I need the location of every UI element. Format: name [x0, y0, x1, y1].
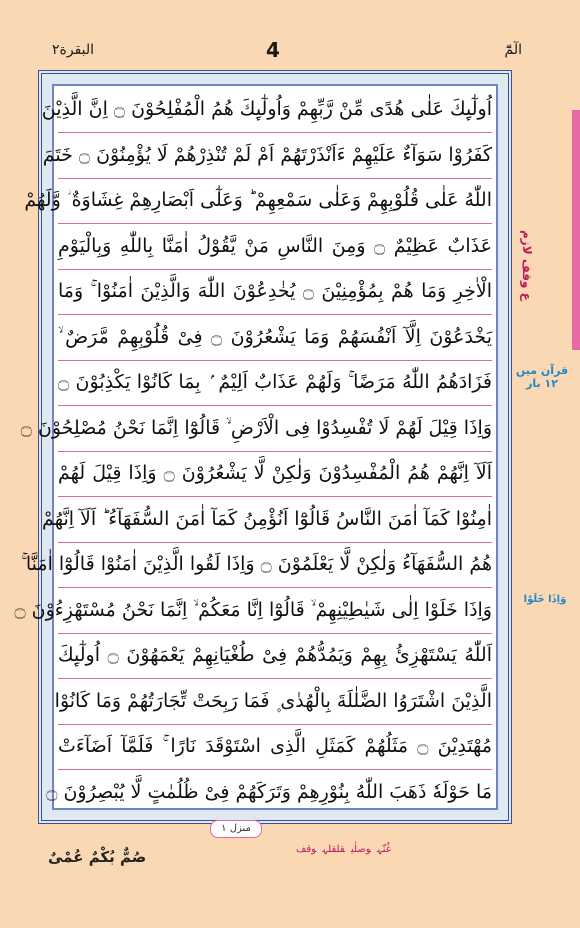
verse-line: يَخْدَعُوْنَ اِلَّآ اَنْفُسَهُمْ وَمَا يَشْعُرُوْنَ ۝ فِىْ قُلُوْبِهِمْ مَّرَضٌ ۙ: [58, 314, 492, 361]
legend-item: وصلٰی: [350, 844, 371, 855]
verse-line: اَلَآ اِنَّهُمْ هُمُ الْمُفْسِدُوْنَ وَلٰكِنْ لَّا يَشْعُرُوْنَ ۝ وَاِذَا قِيْلَ لَهُمْ: [58, 450, 492, 497]
verse-line: اللّٰهُ عَلٰى قُلُوْبِهِمْ وَعَلٰى سَمْعِهِمْ ؕ وَعَلٰٓى اَبْصَارِهِمْ غِشَاوَةٌ ؗ وَّلَهُمْ: [58, 177, 492, 224]
verse-line: اُولٰٓىِٕكَ عَلٰى هُدًى مِّنْ رَّبِّهِمْ وَاُولٰٓىِٕكَ هُمُ الْمُفْلِحُوْنَ ۝ اِنَّ الَّذِيْنَ: [58, 86, 492, 133]
verse-line: وَاِذَا خَلَوْا اِلٰى شَيٰطِيْنِهِمْ ۙ قَالُوْٓا اِنَّا مَعَكُمْ ۙ اِنَّمَا نَحْنُ مُسْتَهْزِءُوْنَ ۝: [58, 587, 492, 634]
text-frame: [14, 70, 512, 824]
text-area: [14, 84, 498, 810]
verse-line: هُمُ السُّفَهَآءُ وَلٰكِنْ لَّا يَعْلَمُوْنَ ۝ وَاِذَا لَقُوا الَّذِيْنَ اٰمَنُوْا قَالُوْٓا اٰمَنَّا ۚ: [58, 541, 492, 588]
verse-line: فَزَادَهُمُ اللّٰهُ مَرَضًا ۚ وَلَهُمْ عَذَابٌ اَلِيْمٌ ۢ بِمَا كَانُوْا يَكْذِبُوْنَ ۝: [58, 359, 492, 406]
verse-line: عَذَابٌ عَظِيْمٌ ۝ وَمِنَ النَّاسِ مَنْ يَّقُوْلُ اٰمَنَّا بِاللّٰهِ وَبِالْيَوْمِ: [58, 223, 492, 270]
page-number: 4: [266, 38, 280, 62]
side-color-mark: [572, 110, 580, 350]
legend-item: غُنّہ: [376, 844, 392, 855]
page-footer: [0, 838, 580, 878]
margin-note-count: قرآن میں ١٢ بار: [515, 364, 569, 390]
catchword: صُمٌّ بُكْمٌ عُمْىٌ: [48, 848, 147, 866]
verse-line: اَللّٰهُ يَسْتَهْزِئُ بِهِمْ وَيَمُدُّهُمْ فِىْ طُغْيَانِهِمْ يَعْمَهُوْنَ ۝ اُولٰٓىِٕكَ: [58, 632, 492, 679]
manzil-label: منزل ١: [210, 820, 262, 838]
surah-name: البقرة٢: [52, 42, 95, 58]
verse-line: الَّذِيْنَ اشْتَرَوُا الضَّلٰلَةَ بِالْهُدٰى ۪ فَمَا رَبِحَتْ تِّجَارَتُهُمْ وَمَا كَانُوْا: [58, 678, 492, 725]
margin-note-reference: وَاِذَا خَلَوْا: [523, 594, 567, 605]
verse-line: مَا حَوْلَهٗ ذَهَبَ اللّٰهُ بِنُوْرِهِمْ وَتَرَكَهُمْ فِىْ ظُلُمٰتٍ لَّا يُبْصِرُوْنَ ۝: [46, 780, 492, 803]
legend-item: وقف: [296, 844, 317, 855]
legend-item: قلقلہ: [322, 844, 345, 855]
ruku-note: ع وقف لازم: [520, 230, 534, 301]
para-name: الٓمّٓ: [504, 42, 522, 58]
verse-line: الْاٰخِرِ وَمَا هُمْ بِمُؤْمِنِيْنَ ۝ يُخٰدِعُوْنَ اللّٰهَ وَالَّذِيْنَ اٰمَنُوْا ۚ وَمَا: [58, 268, 492, 315]
verse-line: وَاِذَا قِيْلَ لَهُمْ لَا تُفْسِدُوْا فِى الْاَرْضِ ۙ قَالُوْٓا اِنَّمَا نَحْنُ مُصْلِحُوْنَ ۝: [58, 405, 492, 452]
page-header: [40, 38, 540, 66]
tajweed-legend: [290, 844, 391, 855]
verse-line: اٰمِنُوْا كَمَآ اٰمَنَ النَّاسُ قَالُوْٓا اَنُؤْمِنُ كَمَآ اٰمَنَ السُّفَهَآءُ ؕ اَلَآ اِنَّهُمْ: [58, 496, 492, 543]
verse-line: كَفَرُوْا سَوَآءٌ عَلَيْهِمْ ءَاَنْذَرْتَهُمْ اَمْ لَمْ تُنْذِرْهُمْ لَا يُؤْمِنُوْنَ ۝ خَتَمَ: [58, 132, 492, 179]
verse-line: مُهْتَدِيْنَ ۝ مَثَلُهُمْ كَمَثَلِ الَّذِى اسْتَوْقَدَ نَارًا ۚ فَلَمَّآ اَضَآءَتْ: [58, 723, 492, 770]
